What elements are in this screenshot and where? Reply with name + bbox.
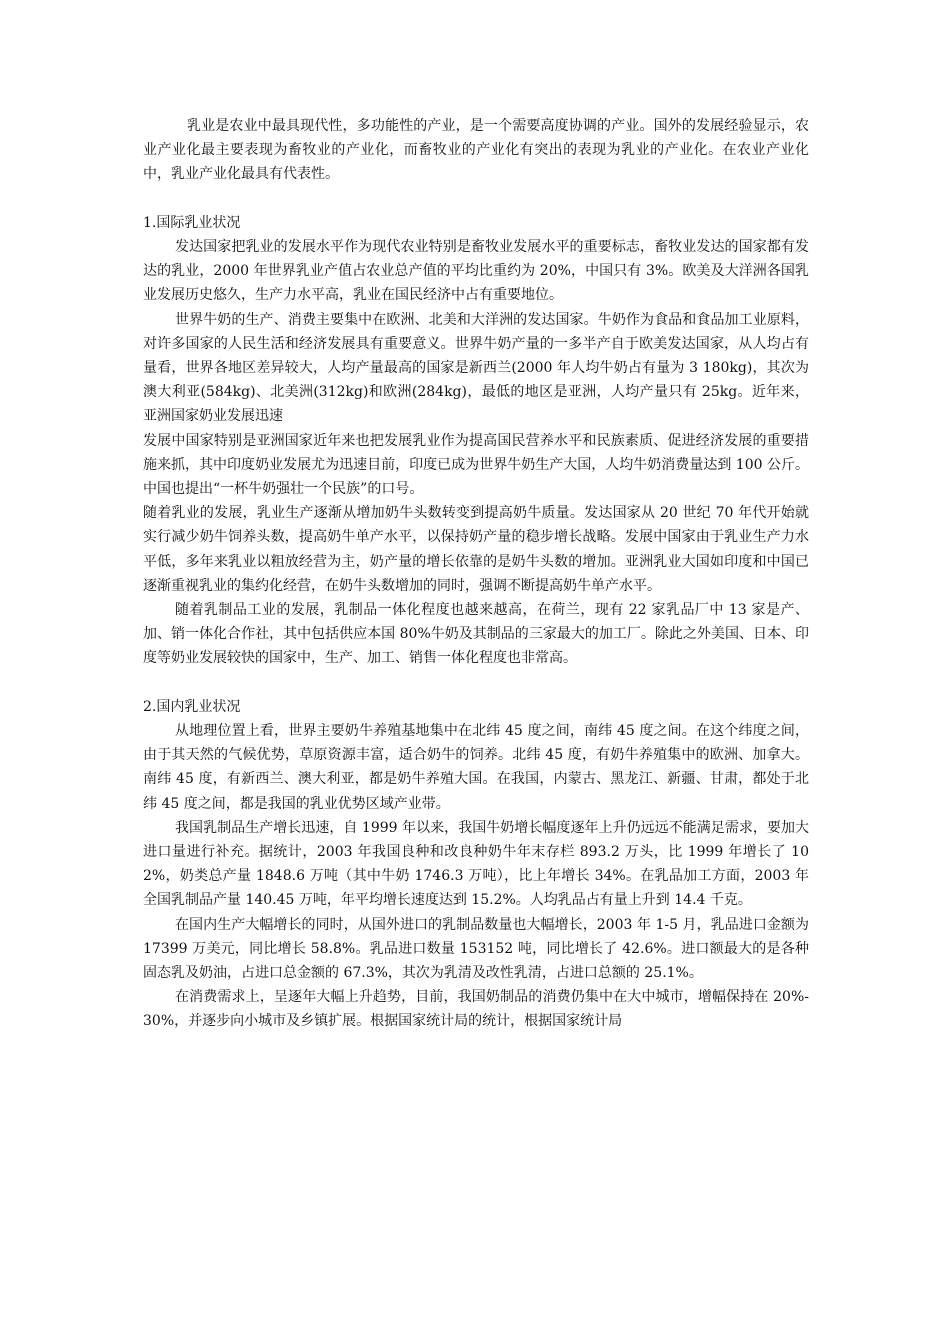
section-2-paragraph-2: 我国乳制品生产增长迅速，自 1999 年以来，我国牛奶增长幅度逐年上升仍远远不能满足需求，要加大进口量进行补充。据统计，2003 年我国良种和改良种奶牛年末存栏 893.2 万头，比 1999 年增长了 102%，奶类总产量 1848.6 万吨（其中牛奶 1746.3 万吨），比上年增长 34%。在乳品加工方面，2003 年全国乳制品产量 140.45 万吨，年平均增长速度达到 15.2%。人均乳品占有量上升到 14.4 千克。 <box>143 819 809 909</box>
section-2-paragraph-3: 在国内生产大幅增长的同时，从国外进口的乳制品数量也大幅增长，2003 年 1-5 月，乳品进口金额为 17399 万美元，同比增长 58.8%。乳品进口数量 153152 吨，同比增长了 42.6%。进口额最大的是各种固态乳及奶油，占进口总金额的 67.3%，其次为乳清及改性乳清，占进口总额的 25.1%。 <box>143 916 809 982</box>
section-1-heading: 1.国际乳业状况 <box>143 214 241 231</box>
section-2-paragraph-4: 在消费需求上，呈逐年大幅上升趋势，目前，我国奶制品的消费仍集中在大中城市，增幅保持在 20%-30%，并逐步向小城市及乡镇扩展。根据国家统计局的统计，根据国家统计局 <box>143 989 809 1030</box>
section-1-paragraph-3: 发展中国家特别是亚洲国家近年来也把发展乳业作为提高国民营养水平和民族素质、促进经济发展的重要措施来抓，其中印度奶业发展尤为迅速目前，印度已成为世界牛奶生产大国，人均牛奶消费量达到 100 公斤。中国也提出“一杯牛奶强壮一个民族”的口号。 <box>143 432 809 498</box>
section-1-paragraph-4: 随着乳业的发展，乳业生产逐渐从增加奶牛头数转变到提高奶牛质量。发达国家从 20 世纪 70 年代开始就实行减少奶牛饲养头数，提高奶牛单产水平，以保持奶产量的稳步增长战略。发展中国家由于乳业生产力水平低，多年来乳业以粗放经营为主，奶产量的增长依靠的是奶牛头数的增加。亚洲乳业大国如印度和中国已逐渐重视乳业的集约化经营，在奶牛头数增加的同时，强调不断提高奶牛单产水平。 <box>143 505 809 594</box>
section-1-paragraph-2: 世界牛奶的生产、消费主要集中在欧洲、北美和大洋洲的发达国家。牛奶作为食品和食品加工业原料，对许多国家的人民生活和经济发展具有重要意义。世界牛奶产量的一多半产自于欧美发达国家，从人均占有量看，世界各地区差异较大，人均产量最高的国家是新西兰(2000 年人均牛奶占有量为 3 180kg)，其次为澳大利亚(584kg)、北美洲(312kg)和欧洲(284kg)，最低的地区是亚洲，人均产量只有 25kg。近年来，亚洲国家奶业发展迅速 <box>143 311 809 425</box>
section-2-heading: 2.国内乳业状况 <box>143 698 241 715</box>
document-body <box>143 114 809 1034</box>
intro-paragraph: 乳业是农业中最具现代性，多功能性的产业，是一个需要高度协调的产业。国外的发展经验显示，农业产业化最主要表现为畜牧业的产业化，而畜牧业的产业化有突出的表现为乳业的产业化。在农业产业化中，乳业产业化最具有代表性。 <box>143 118 809 183</box>
section-1-paragraph-5: 随着乳制品工业的发展，乳制品一体化程度也越来越高，在荷兰，现有 22 家乳品厂中 13 家是产、加、销一体化合作社，其中包括供应本国 80%牛奶及其制品的三家最大的加工厂。除此之外美国、日本、印度等奶业发展较快的国家中，生产、加工、销售一体化程度也非常高。 <box>143 602 809 667</box>
section-1-paragraph-1: 发达国家把乳业的发展水平作为现代农业特别是畜牧业发展水平的重要标志，畜牧业发达的国家都有发达的乳业，2000 年世界乳业产值占农业总产值的平均比重约为 20%，中国只有 3%。欧美及大洋洲各国乳业发展历史悠久，生产力水平高，乳业在国民经济中占有重要地位。 <box>143 239 809 304</box>
blank-line <box>143 671 809 695</box>
section-2-paragraph-1: 从地理位置上看，世界主要奶牛养殖基地集中在北纬 45 度之间，南纬 45 度之间。在这个纬度之间，由于其天然的气候优势，草原资源丰富，适合奶牛的饲养。北纬 45 度，有奶牛养殖集中的欧洲、加拿大。南纬 45 度，有新西兰、澳大利亚，都是奶牛养殖大国。在我国，内蒙古、黑龙江、新疆、甘肃，都处于北纬 45 度之间，都是我国的乳业优势区域产业带。 <box>143 723 809 812</box>
blank-line <box>143 187 809 211</box>
